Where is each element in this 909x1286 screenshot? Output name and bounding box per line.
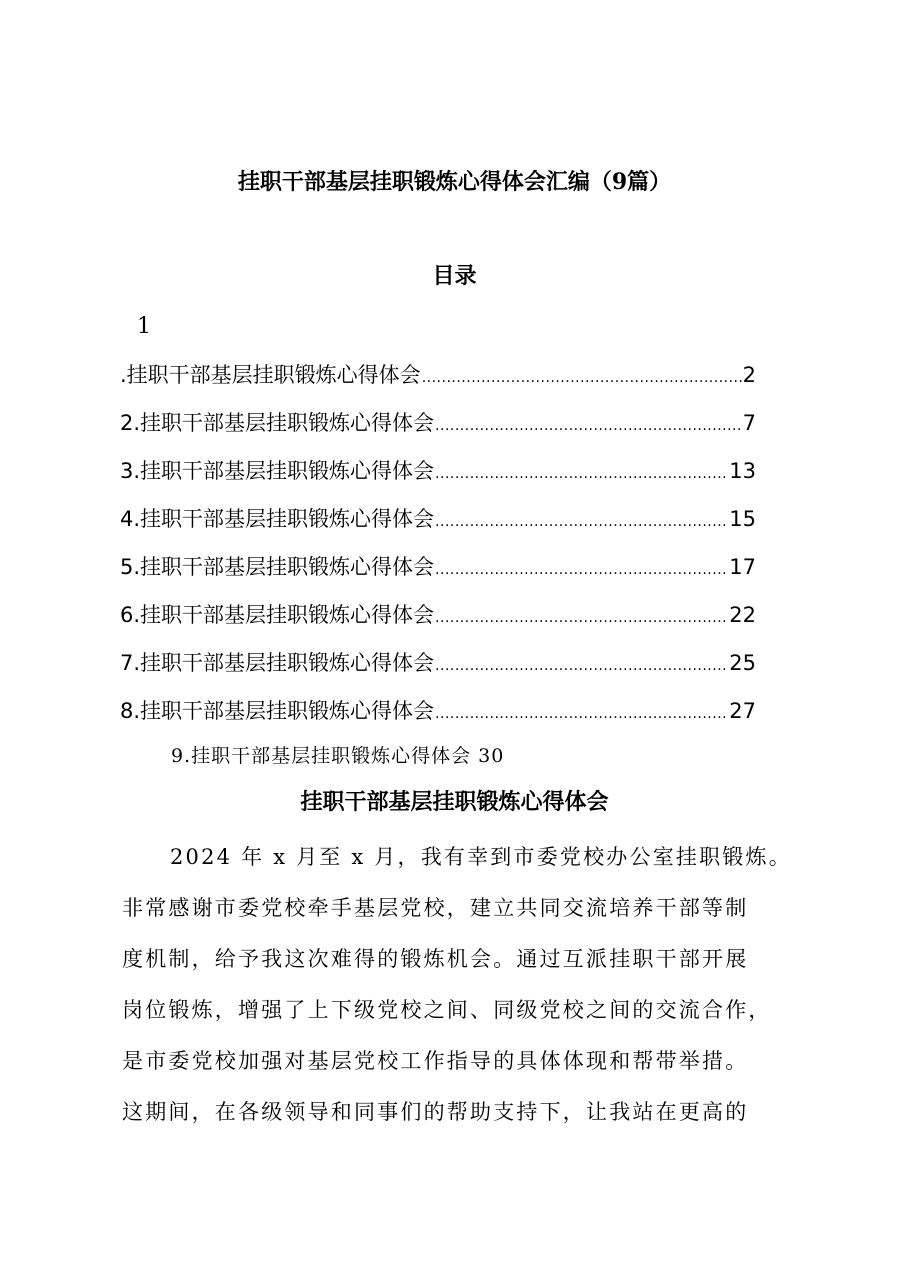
toc-dot-leader [435, 411, 742, 441]
toc-heading: 目录 [432, 263, 477, 289]
toc-entry-page: 7 [742, 411, 756, 435]
toc-entry[interactable] [120, 360, 756, 408]
paragraph-line: 是市委党校加强对基层党校工作指导的具体体现和帮带举措。 [122, 1049, 749, 1073]
paragraph-line: 岗位锻炼，增强了上下级党校之间、同级党校之间的交流合作， [122, 998, 772, 1022]
toc-dot-leader [435, 651, 728, 681]
toc-entry-page: 22 [729, 603, 756, 627]
toc-entry[interactable] [120, 408, 756, 456]
toc-entry[interactable] [120, 456, 756, 504]
toc-dot-leader [422, 363, 742, 393]
toc-entry-title: 5.挂职干部基层挂职锻炼心得体会 [120, 555, 435, 579]
toc-dot-leader [435, 699, 728, 729]
toc-entry-page: 27 [729, 699, 756, 723]
document-title: 挂职干部基层挂职锻炼心得体会汇编（9篇） [237, 169, 672, 195]
toc-stray-number: 1 [137, 314, 151, 339]
toc-entry-title: .挂职干部基层挂职锻炼心得体会 [120, 363, 421, 387]
toc-entry-page: 2 [742, 363, 756, 387]
toc-entry-page: 25 [729, 651, 756, 675]
toc-entry-title: 3.挂职干部基层挂职锻炼心得体会 [120, 459, 435, 483]
toc-dot-leader [435, 507, 728, 537]
toc-entry-title: 6.挂职干部基层挂职锻炼心得体会 [120, 603, 435, 627]
body-paragraph [122, 832, 812, 1138]
toc-entry-title: 7.挂职干部基层挂职锻炼心得体会 [120, 651, 435, 675]
toc-dot-leader [435, 555, 728, 585]
toc-entry-title: 4.挂职干部基层挂职锻炼心得体会 [120, 507, 435, 531]
toc-dot-leader [435, 603, 728, 633]
toc-entry-last[interactable]: 9.挂职干部基层挂职锻炼心得体会 30 [171, 745, 505, 767]
paragraph-line: 2024 年 x 月至 x 月，我有幸到市委党校办公室挂职锻炼。 [170, 845, 792, 869]
table-of-contents [120, 360, 756, 744]
toc-entry-title: 2.挂职干部基层挂职锻炼心得体会 [120, 411, 435, 435]
paragraph-line: 这期间，在各级领导和同事们的帮助支持下，让我站在更高的 [122, 1100, 749, 1124]
toc-entry-page: 13 [729, 459, 756, 483]
toc-entry[interactable] [120, 552, 756, 600]
toc-entry-page: 17 [729, 555, 756, 579]
toc-dot-leader [435, 459, 728, 489]
toc-entry[interactable] [120, 504, 756, 552]
paragraph-line: 非常感谢市委党校牵手基层党校，建立共同交流培养干部等制 [122, 896, 749, 920]
section-title: 挂职干部基层挂职锻炼心得体会 [300, 789, 609, 815]
toc-entry[interactable] [120, 696, 756, 744]
toc-entry[interactable] [120, 648, 756, 696]
toc-entry-title: 8.挂职干部基层挂职锻炼心得体会 [120, 699, 435, 723]
paragraph-line: 度机制，给予我这次难得的锻炼机会。通过互派挂职干部开展 [122, 947, 749, 971]
toc-entry-page: 15 [729, 507, 756, 531]
toc-entry[interactable] [120, 600, 756, 648]
